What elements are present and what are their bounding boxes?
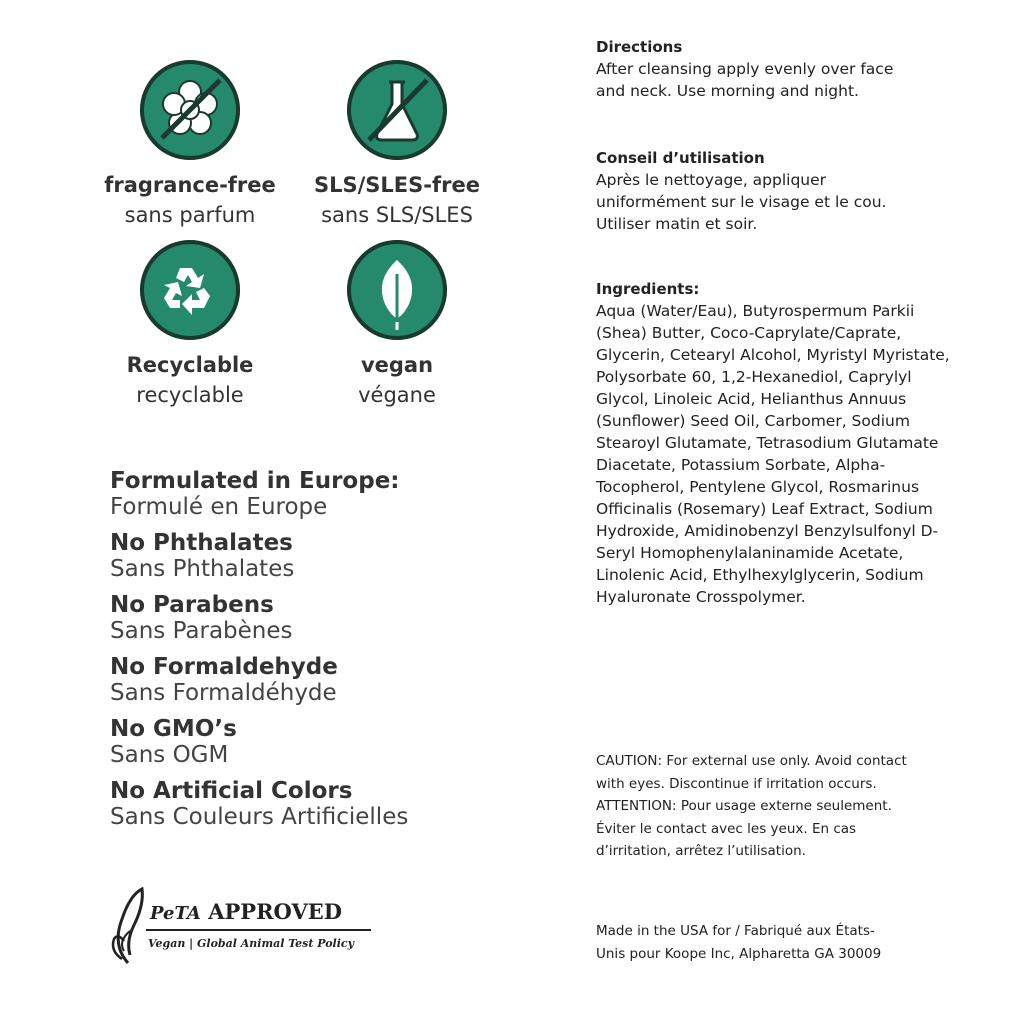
claim-no-gmos xyxy=(110,716,530,768)
claim-en: Formulated in Europe: xyxy=(110,468,400,494)
bunny-ears-icon xyxy=(108,885,152,967)
conseil-text: Après le nettoyage, appliquer uniformément sur le visage et le cou. Utiliser matin et soir. xyxy=(596,171,887,233)
conseil-section xyxy=(596,147,966,235)
claim-en: No GMO’s xyxy=(110,716,237,742)
ingredients-section xyxy=(596,278,966,608)
claim-no-formaldehyde xyxy=(110,654,530,706)
peta-approved-logo xyxy=(108,885,378,967)
claim-en: No Parabens xyxy=(110,592,274,618)
vegan-badge xyxy=(347,240,447,340)
peta-divider xyxy=(146,929,371,931)
made-in-section xyxy=(596,920,966,965)
caution-text: CAUTION: For external use only. Avoid contact with eyes. Discontinue if irritation occurs. ATTENTION: Pour usage externe seulement. Éviter le contact avec les yeux. En cas d’irritation, arrêtez l’utilisation. xyxy=(596,753,907,859)
claim-no-artificial-colors xyxy=(110,778,530,830)
claim-fr: Sans Couleurs Artificielles xyxy=(110,804,409,830)
claim-fr: Sans Phthalates xyxy=(110,556,295,582)
claim-fr: Formulé en Europe xyxy=(110,494,328,520)
claim-fr: Sans Formaldéhyde xyxy=(110,680,337,706)
vegan-label: vegan végane xyxy=(358,353,436,407)
claim-no-parabens xyxy=(110,592,530,644)
sls-free-badge xyxy=(347,60,447,160)
conseil-title: Conseil d’utilisation xyxy=(596,149,765,167)
peta-subtitle: Vegan | Global Animal Test Policy xyxy=(148,937,355,950)
recyclable-badge xyxy=(140,240,240,340)
fragrance-free-badge xyxy=(140,60,240,160)
made-in-text: Made in the USA for / Fabriqué aux États-Unis pour Koope Inc, Alpharetta GA 30009 xyxy=(596,923,882,962)
no-fragrance-flower-icon xyxy=(140,60,240,160)
claim-fr: Sans OGM xyxy=(110,742,229,768)
claim-en: No Artificial Colors xyxy=(110,778,353,804)
leaf-icon xyxy=(347,240,447,340)
recycle-icon xyxy=(140,240,240,340)
claim-fr: Sans Parabènes xyxy=(110,618,293,644)
directions-title: Directions xyxy=(596,38,683,56)
claim-no-phthalates xyxy=(110,530,530,582)
directions-section xyxy=(596,36,966,102)
claim-en: No Formaldehyde xyxy=(110,654,338,680)
ingredients-text: Aqua (Water/Eau), Butyrospermum Parkii (Shea) Butter, Coco-Caprylate/Caprate, Glycerin, Cetearyl Alcohol, Myristyl Myristate, Polysorbate 60, 1,2-Hexanediol, Caprylyl Glycol, Linoleic Acid, Helianthus Annuus (Sunflower) Seed Oil, Carbomer, Sodium Stearoyl Glutamate, Tetrasodium Glutamate Diacetate, Potassium Sorbate, Alpha-Tocopherol, Pentylene Glycol, Rosmarinus Officinalis (Rosemary) Leaf Extract, Sodium Hydroxide, Amidinobenzyl Benzylsulfonyl D-Seryl Homophenylalaninamide Acetate, Linolenic Acid, Ethylhexylglycerin, Sodium Hyaluronate Crosspolymer. xyxy=(596,302,950,606)
peta-approved-text: PeTA APPROVED xyxy=(150,899,342,924)
no-sls-flask-icon xyxy=(347,60,447,160)
ingredients-title: Ingredients: xyxy=(596,280,700,298)
caution-section xyxy=(596,750,966,863)
sls-free-label: SLS/SLES-free sans SLS/SLES xyxy=(314,173,480,227)
fragrance-free-label: fragrance-free sans parfum xyxy=(104,173,276,227)
directions-text: After cleansing apply evenly over face and neck. Use morning and night. xyxy=(596,60,894,100)
recyclable-label: Recyclable recyclable xyxy=(126,353,254,407)
claim-formulated-in-europe xyxy=(110,468,530,520)
claim-en: No Phthalates xyxy=(110,530,293,556)
claims-list xyxy=(110,468,530,840)
